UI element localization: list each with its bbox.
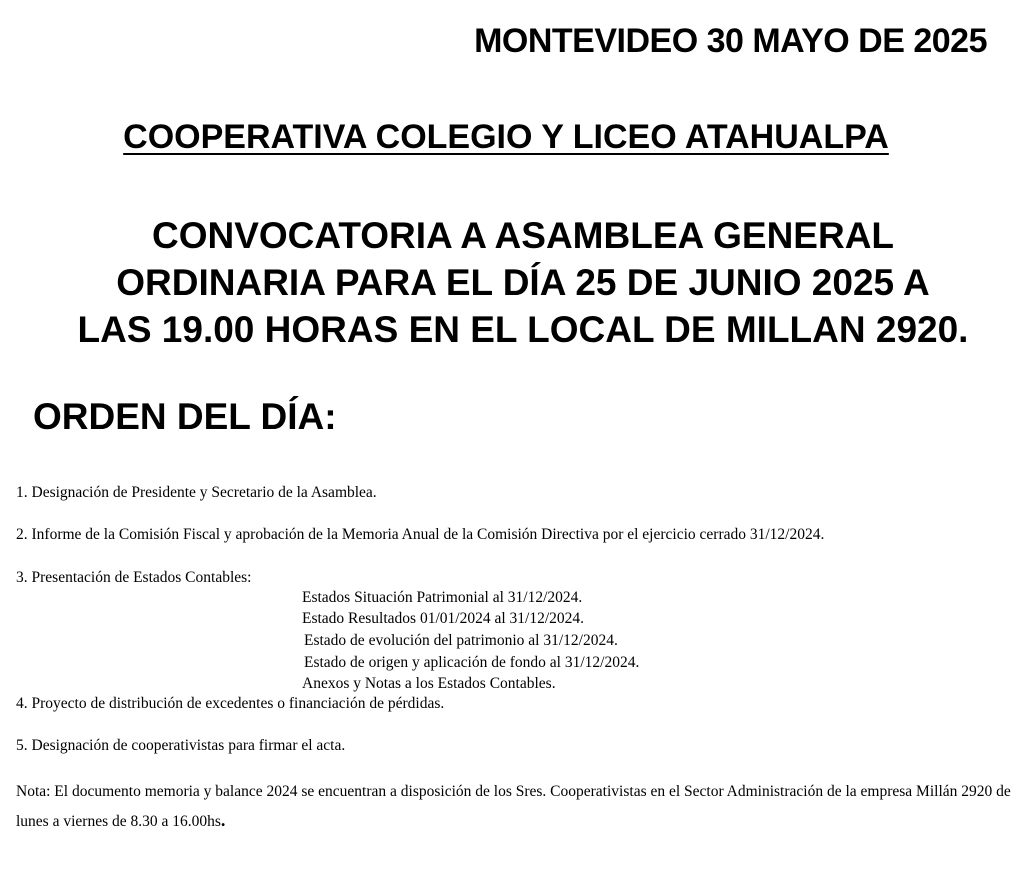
agenda-subitem-2: Estado Resultados 01/01/2024 al 31/12/2024. [302, 610, 584, 627]
organization-title-text: COOPERATIVA COLEGIO Y LICEO ATAHUALPA [123, 118, 889, 156]
note-end-mark: . [220, 810, 226, 830]
date-line: MONTEVIDEO 30 MAYO DE 2025 [474, 22, 987, 60]
agenda-item-4: 4. Proyecto de distribución de excedentes o financiación de pérdidas. [16, 695, 445, 712]
note-text: Nota: El documento memoria y balance 2024 se encuentran a disposición de los Sres. Cooperativistas en el Sector Administración de la empresa Millán 2920 de lunes a viernes de 8.30 a 16.00hs [16, 783, 1011, 830]
convocatoria-heading [0, 212, 1024, 353]
agenda-item-2: 2. Informe de la Comisión Fiscal y aprobación de la Memoria Anual de la Comisión Directiva por el ejercicio cerrado 31/12/2024. [16, 526, 825, 543]
agenda-item-1: 1. Designación de Presidente y Secretario de la Asamblea. [16, 484, 377, 501]
agenda-subitem-3: Estado de evolución del patrimonio al 31/12/2024. [304, 632, 618, 649]
agenda-item-5: 5. Designación de cooperativistas para firmar el acta. [16, 737, 346, 754]
organization-title [0, 118, 1012, 157]
convocatoria-line-2: ORDINARIA PARA EL DÍA 25 DE JUNIO 2025 A [116, 262, 930, 303]
agenda-title: ORDEN DEL DÍA: [33, 396, 337, 437]
convocatoria-line-1: CONVOCATORIA A ASAMBLEA GENERAL [151, 215, 895, 256]
agenda-subitem-1: Estados Situación Patrimonial al 31/12/2024. [302, 589, 583, 606]
convocatoria-line-3: LAS 19.00 HORAS EN EL LOCAL DE MILLAN 2920. [77, 309, 969, 350]
note-paragraph [16, 777, 1016, 836]
agenda-subitem-4: Estado de origen y aplicación de fondo al 31/12/2024. [304, 654, 640, 671]
agenda-item-3: 3. Presentación de Estados Contables: [16, 569, 252, 586]
agenda-subitem-5: Anexos y Notas a los Estados Contables. [302, 675, 556, 692]
